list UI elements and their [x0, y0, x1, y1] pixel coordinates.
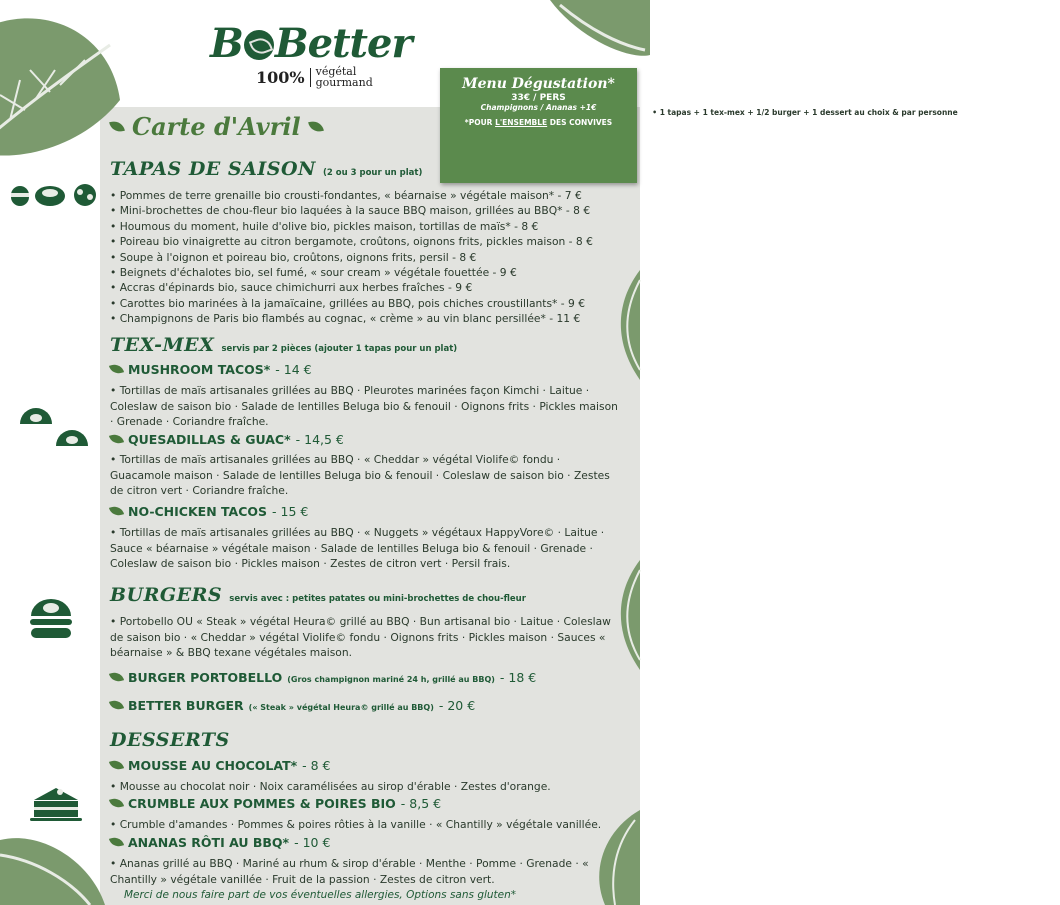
leaf-arrow-icon: [109, 758, 124, 771]
menu-item-title: QUESADILLAS & GUAC* - 14,5 €: [110, 432, 344, 447]
leaf-bullet-icon: [109, 120, 125, 133]
tapas-item: • Carottes bio marinées à la jamaïcaine, grillées au BBQ, pois chiches croustillants* - 9 €: [110, 296, 593, 311]
tapas-item: • Beignets d'échalotes bio, sel fumé, « sour cream » végétale fouettée - 9 €: [110, 265, 593, 280]
brand-tagline: [256, 66, 373, 88]
menu-item-desc: • Tortillas de maïs artisanales grillées au BBQ · « Cheddar » végétal Violife© fondu · Guacamole maison · Salade de lentilles Beluga bio & fenouil · Coleslaw de saison bio · Zestes de citron vert · Coriandre fraîche.: [110, 452, 620, 499]
burger-icon: [28, 596, 74, 640]
tapas-item: • Pommes de terre grenaille bio crousti-fondantes, « béarnaise » végétale maison* - 7 €: [110, 188, 593, 203]
degustation-note: *POUR L'ENSEMBLE DES CONVIVES: [464, 118, 613, 127]
leaf-arrow-icon: [109, 432, 124, 445]
menu-item-desc: • Crumble d'amandes · Pommes & poires rôties à la vanille · « Chantilly » végétale vanillée.: [110, 817, 630, 833]
leaf-arrow-icon: [109, 362, 124, 375]
tapas-icons: [6, 180, 106, 210]
tapas-item: • Champignons de Paris bio flambés au cognac, « crème » au vin blanc persillée* - 11 €: [110, 311, 593, 326]
leaf-decoration-top-right: [520, 0, 640, 70]
degustation-desc: • 1 tapas + 1 tex-mex + 1/2 burger + 1 dessert au choix & par personne: [550, 105, 1060, 121]
leaf-arrow-icon: [109, 670, 124, 683]
tapas-item: • Mini-brochettes de chou-fleur bio laquées à la sauce BBQ maison, grillées au BBQ* - 8 €: [110, 203, 593, 218]
tagline-line-2: gourmand: [315, 76, 373, 89]
tapas-item: • Poireau bio vinaigrette au citron bergamote, croûtons, oignons frits, pickles maison - 8 €: [110, 234, 593, 249]
brand-logo: B Better: [210, 20, 412, 67]
menu-item-desc: • Ananas grillé au BBQ · Mariné au rhum & sirop d'érable · Menthe · Pomme · Grenade · « Chantilly » végétale vanillée · Fruit de la passion · Zestes de citron vert.: [110, 856, 620, 887]
degustation-options: Champignons / Ananas +1€: [480, 103, 597, 112]
menu-item-title: MOUSSE AU CHOCOLAT* - 8 €: [110, 758, 331, 773]
leaf-decoration-right-middle: [612, 270, 640, 380]
menu-item-title: BETTER BURGER (« Steak » végétal Heura© grillé au BBQ) - 20 €: [110, 698, 475, 713]
tapas-item: • Accras d'épinards bio, sauce chimichurri aux herbes fraîches - 9 €: [110, 280, 593, 295]
carte-title: Carte d'Avril: [110, 112, 323, 141]
menu-item-desc: • Tortillas de maïs artisanales grillées au BBQ · « Nuggets » végétaux HappyVore© · Laitue · Sauce « béarnaise » végétale maison · Salade de lentilles Beluga bio & fenouil · Grenade · Coleslaw de saison bio · Pickles maison · Zestes de citron vert · Persil frais.: [110, 525, 620, 572]
degustation-price: 33€ / PERS: [511, 93, 566, 103]
menu-item-title: BURGER PORTOBELLO (Gros champignon mariné 24 h, grillé au BBQ) - 18 €: [110, 670, 536, 685]
degustation-title: Menu Dégustation*: [462, 76, 615, 92]
tapas-item: • Soupe à l'oignon et poireau bio, croûtons, oignons frits, persil - 8 €: [110, 250, 593, 265]
menu-item-title: CRUMBLE AUX POMMES & POIRES BIO - 8,5 €: [110, 796, 441, 811]
cake-icon: [30, 786, 82, 822]
menu-item-desc: • Mousse au chocolat noir · Noix caramélisées au sirop d'érable · Zestes d'orange.: [110, 779, 620, 795]
tapas-item: • Houmous du moment, huile d'olive bio, pickles maison, tortillas de maïs* - 8 €: [110, 219, 593, 234]
leaf-logo-icon: [244, 30, 274, 60]
section-title-texmex: TEX-MEX servis par 2 pièces (ajouter 1 tapas pour un plat): [110, 334, 458, 356]
section-title-burgers: BURGERS servis avec : petites patates ou mini-brochettes de chou-fleur: [110, 584, 526, 606]
menu-item-title: NO-CHICKEN TACOS - 15 €: [110, 504, 308, 519]
tagline-line-1: végétal: [315, 65, 357, 78]
menu-item-desc: • Tortillas de maïs artisanales grillées au BBQ · Pleurotes marinées façon Kimchi · Laitue · Coleslaw de saison bio · Salade de lentilles Beluga bio & fenouil · Oignons frits · Pickles maison · Grenade · Coriandre fraîche.: [110, 383, 620, 430]
leaf-arrow-icon: [109, 835, 124, 848]
menu-item-title: MUSHROOM TACOS* - 14 €: [110, 362, 312, 377]
leaf-arrow-icon: [109, 796, 124, 809]
tapas-list: [110, 188, 593, 327]
tagline-percent: 100%: [256, 68, 311, 87]
section-title-tapas: TAPAS DE SAISON (2 ou 3 pour un plat): [110, 158, 423, 180]
taco-icons: [18, 404, 93, 454]
leaf-arrow-icon: [109, 504, 124, 517]
degustation-box: [440, 68, 958, 183]
menu-item-title: ANANAS RÔTI AU BBQ* - 10 €: [110, 835, 330, 850]
section-title-desserts: DESSERTS: [110, 729, 230, 751]
leaf-arrow-icon: [109, 698, 124, 711]
burgers-desc: • Portobello OU « Steak » végétal Heura© grillé au BBQ · Bun artisanal bio · Laitue · Coleslaw de saison bio · « Cheddar » végétal Violife© fondu · Oignons frits · Pickles maison · Sauces « béarnaise » & BBQ texane végétales maison.: [110, 614, 620, 661]
leaf-bullet-icon: [308, 120, 324, 133]
allergy-footer: Merci de nous faire part de vos éventuelles allergies, Options sans gluten*: [123, 889, 517, 901]
leaf-decoration-top-left: [0, 0, 130, 170]
